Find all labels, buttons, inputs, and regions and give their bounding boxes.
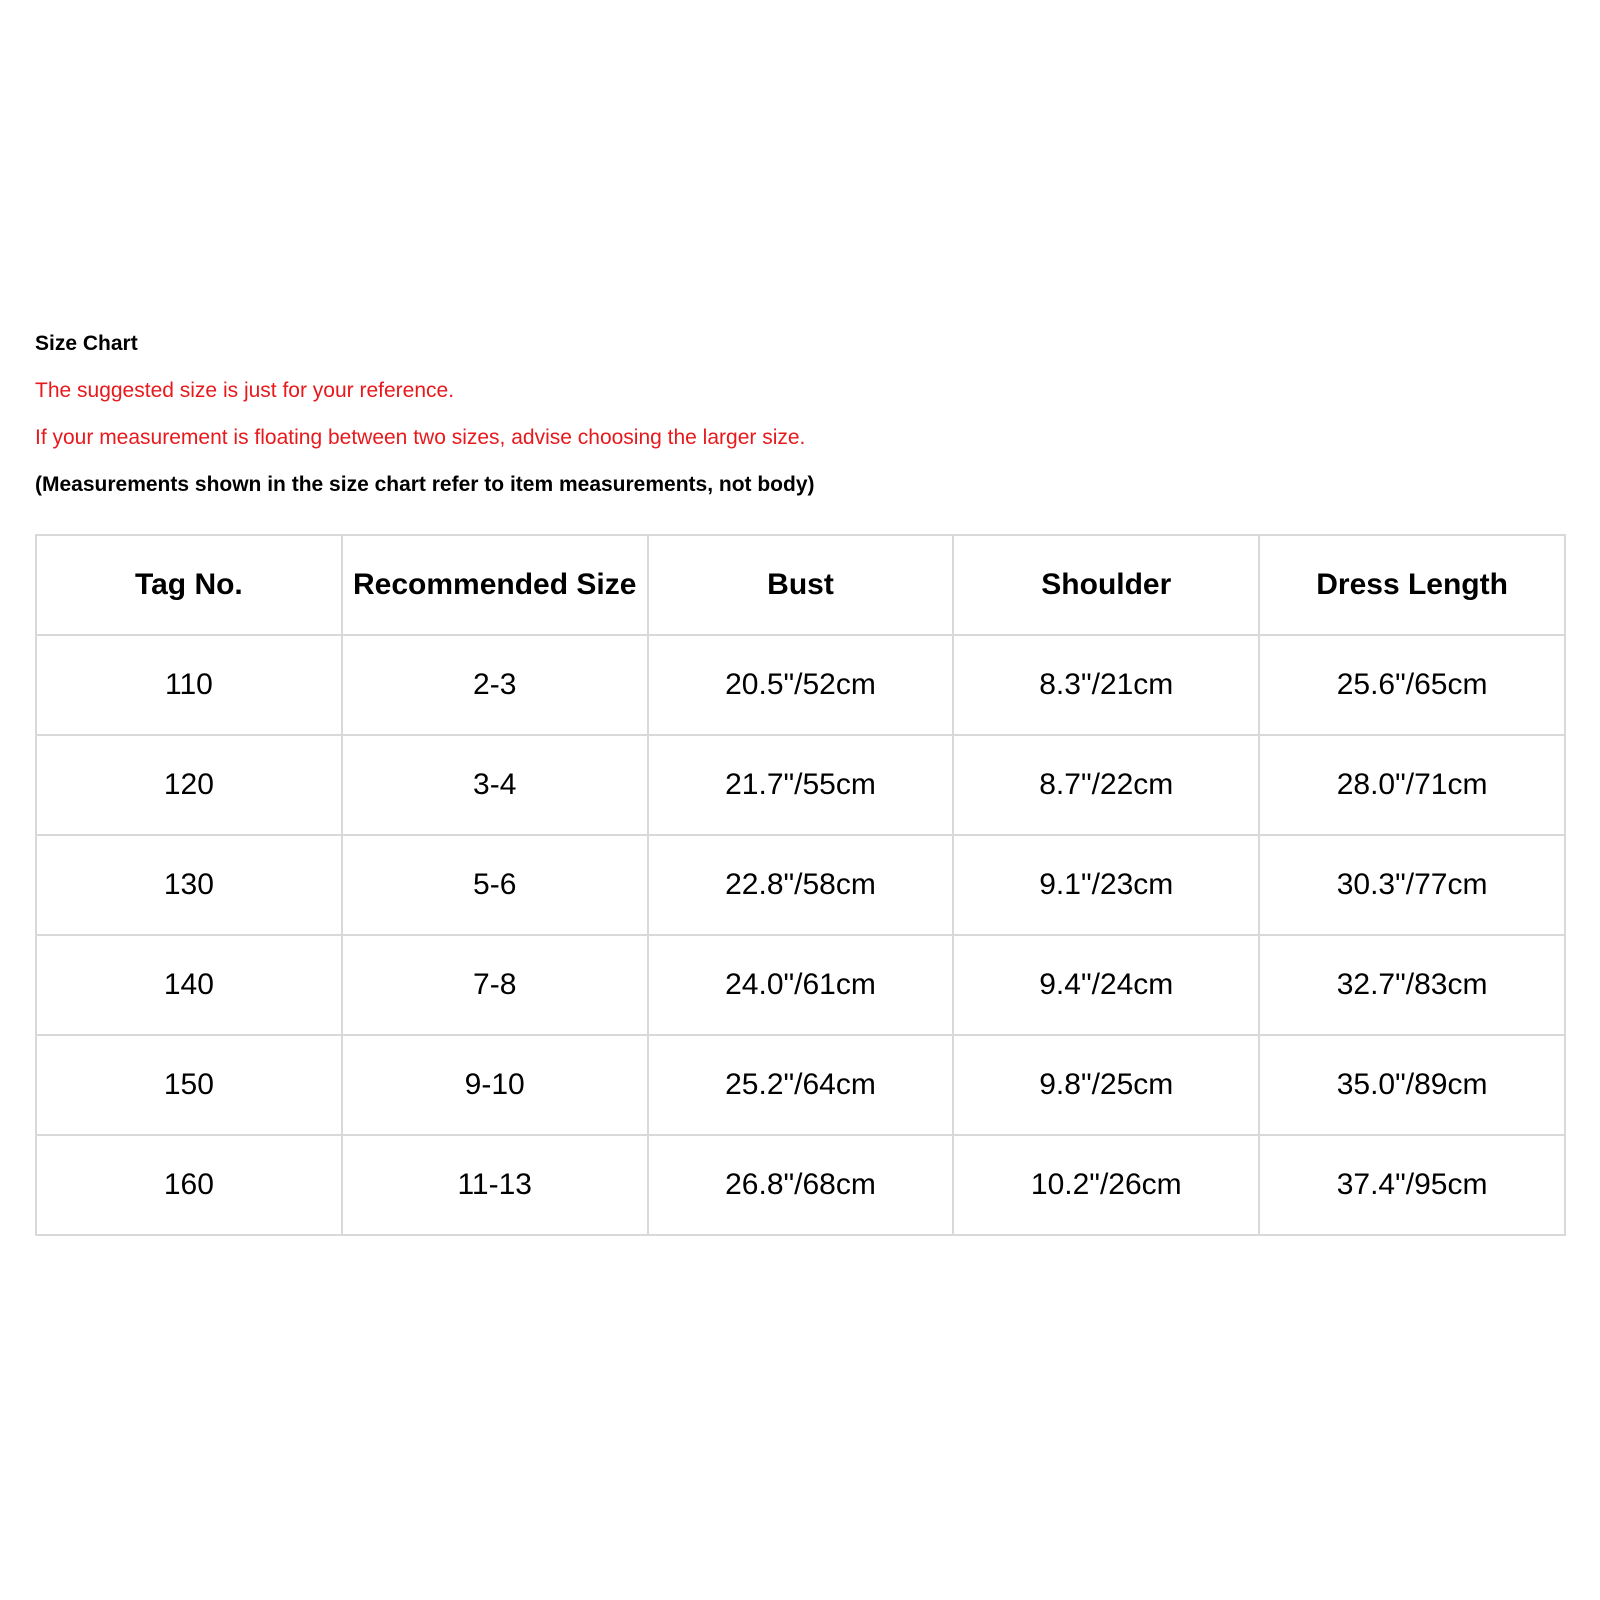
dress-length-cell: 28.0"/71cm bbox=[1259, 735, 1565, 835]
sizing-advice-note: If your measurement is floating between two sizes, advise choosing the larger size. bbox=[35, 426, 806, 449]
recommended-size-cell: 3-4 bbox=[342, 735, 648, 835]
size-chart-header bbox=[35, 330, 1235, 499]
shoulder-cell: 9.1"/23cm bbox=[953, 835, 1259, 935]
table-row bbox=[36, 935, 1565, 1035]
tag-no-cell: 150 bbox=[36, 1035, 342, 1135]
tag-no-cell: 120 bbox=[36, 735, 342, 835]
dress-length-cell: 37.4"/95cm bbox=[1259, 1135, 1565, 1235]
shoulder-cell: 9.4"/24cm bbox=[953, 935, 1259, 1035]
tag-no-cell: 110 bbox=[36, 635, 342, 735]
shoulder-cell: 9.8"/25cm bbox=[953, 1035, 1259, 1135]
recommended-size-cell: 2-3 bbox=[342, 635, 648, 735]
dress-length-cell: 32.7"/83cm bbox=[1259, 935, 1565, 1035]
reference-note: The suggested size is just for your reference. bbox=[35, 379, 455, 402]
table-row bbox=[36, 1135, 1565, 1235]
bust-cell: 26.8"/68cm bbox=[648, 1135, 954, 1235]
bust-cell: 24.0"/61cm bbox=[648, 935, 954, 1035]
column-header-dress-length: Dress Length bbox=[1259, 535, 1565, 635]
shoulder-cell: 8.7"/22cm bbox=[953, 735, 1259, 835]
tag-no-cell: 160 bbox=[36, 1135, 342, 1235]
tag-no-cell: 130 bbox=[36, 835, 342, 935]
table-row bbox=[36, 1035, 1565, 1135]
dress-length-cell: 35.0"/89cm bbox=[1259, 1035, 1565, 1135]
tag-no-cell: 140 bbox=[36, 935, 342, 1035]
recommended-size-cell: 5-6 bbox=[342, 835, 648, 935]
column-header-bust: Bust bbox=[648, 535, 954, 635]
bust-cell: 21.7"/55cm bbox=[648, 735, 954, 835]
table-row bbox=[36, 635, 1565, 735]
recommended-size-cell: 7-8 bbox=[342, 935, 648, 1035]
size-chart-table bbox=[35, 534, 1566, 1236]
table-row bbox=[36, 735, 1565, 835]
bust-cell: 20.5"/52cm bbox=[648, 635, 954, 735]
bust-cell: 22.8"/58cm bbox=[648, 835, 954, 935]
dress-length-cell: 25.6"/65cm bbox=[1259, 635, 1565, 735]
bust-cell: 25.2"/64cm bbox=[648, 1035, 954, 1135]
shoulder-cell: 8.3"/21cm bbox=[953, 635, 1259, 735]
page-title: Size Chart bbox=[35, 332, 138, 355]
table-header-row bbox=[36, 535, 1565, 635]
column-header-shoulder: Shoulder bbox=[953, 535, 1259, 635]
column-header-recommended-size: Recommended Size bbox=[342, 535, 648, 635]
measurement-disclaimer: (Measurements shown in the size chart refer to item measurements, not body) bbox=[35, 473, 815, 496]
recommended-size-cell: 9-10 bbox=[342, 1035, 648, 1135]
table-row bbox=[36, 835, 1565, 935]
recommended-size-cell: 11-13 bbox=[342, 1135, 648, 1235]
dress-length-cell: 30.3"/77cm bbox=[1259, 835, 1565, 935]
shoulder-cell: 10.2"/26cm bbox=[953, 1135, 1259, 1235]
column-header-tag-no: Tag No. bbox=[36, 535, 342, 635]
